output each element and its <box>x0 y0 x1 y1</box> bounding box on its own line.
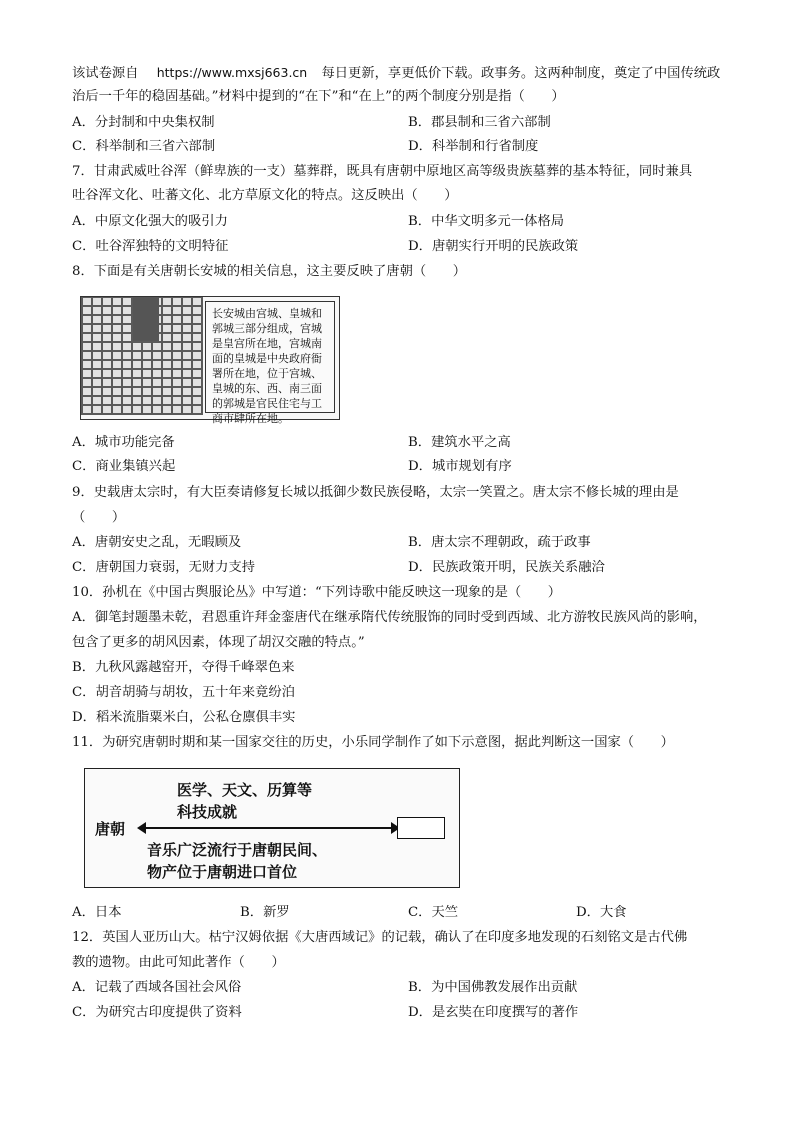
changan-note: 长安城由宫城、皇城和郭城三部分组成，宫城是皇宫所在地，宫城南面的皇城是中央政府衙署所在地，位于宫城、皇城的东、西、南三面的郭城是官民住宅与工商市肆所在地。 <box>205 301 335 413</box>
header-rest: 每日更新，享更低价下载。政事务。这两种制度，奠定了中国传统政 <box>321 66 721 81</box>
q10-option-a-cont: 包含了更多的胡风因素，体现了胡汉交融的特点。” <box>72 635 365 650</box>
q12-option-d[interactable]: D．是玄奘在印度撰写的著作 <box>408 1005 579 1020</box>
q6-option-b[interactable]: B．郡县制和三省六部制 <box>408 115 551 130</box>
q7-option-c[interactable]: C．吐谷浑独特的文明特征 <box>72 239 229 254</box>
exchange-arrow-line <box>145 827 391 829</box>
q10-stem: 10．孙机在《中国古舆服论丛》中写道：“下列诗歌中能反映这一现象的是（ ） <box>72 585 562 600</box>
q12-option-a[interactable]: A．记载了西域各国社会风俗 <box>72 980 242 995</box>
diagram-top-line-1: 医学、天文、历算等 <box>177 781 313 799</box>
unknown-country-box <box>397 817 445 839</box>
q8-option-d[interactable]: D．城市规划有序 <box>408 459 512 474</box>
q8-option-b[interactable]: B．建筑水平之高 <box>408 435 511 450</box>
q6-option-c[interactable]: C．科举制和三省六部制 <box>72 139 216 154</box>
q7-option-a[interactable]: A．中原文化强大的吸引力 <box>72 214 228 229</box>
tang-exchange-diagram <box>84 768 460 888</box>
q10-option-a[interactable]: A．御笔封题墨未乾，君恩重许拜金銮唐代在继承隋代传统服饰的同时受到西域、北方游牧民族风尚的影响， <box>72 610 707 625</box>
q8-stem: 8．下面是有关唐朝长安城的相关信息，这主要反映了唐朝（ ） <box>72 264 467 279</box>
q9-option-c[interactable]: C．唐朝国力衰弱，无财力支持 <box>72 560 256 575</box>
q12-option-c[interactable]: C．为研究古印度提供了资料 <box>72 1005 242 1020</box>
q8-option-c[interactable]: C．商业集镇兴起 <box>72 459 176 474</box>
q7-option-b[interactable]: B．中华文明多元一体格局 <box>408 214 565 229</box>
diagram-bottom-line-2: 物产位于唐朝进口首位 <box>147 863 298 881</box>
q12-stem: 12．英国人亚历山大。枯宁汉姆依据《大唐西域记》的记载，确认了在印度多地发现的石刻铭文是古代佛 <box>72 930 688 945</box>
q12-option-b[interactable]: B．为中国佛教发展作出贡献 <box>408 980 578 995</box>
q11-option-b[interactable]: B．新罗 <box>240 905 290 920</box>
q7-stem: 7．甘肃武威吐谷浑（鲜卑族的一支）墓葬群，既具有唐朝中原地区高等级贵族墓葬的基本特征，同时兼具 <box>72 164 693 179</box>
q11-option-a[interactable]: A．日本 <box>72 905 122 920</box>
q7-stem-2: 吐谷浑文化、吐蕃文化、北方草原文化的特点。这反映出（ ） <box>72 188 458 203</box>
q8-option-a[interactable]: A．城市功能完备 <box>72 435 175 450</box>
q9-option-d[interactable]: D．民族政策开明，民族关系融洽 <box>408 560 605 575</box>
q10-option-d[interactable]: D．稻米流脂粟米白，公私仓廪俱丰实 <box>72 710 296 725</box>
header-line <box>72 64 720 83</box>
q6-option-d[interactable]: D．科举制和行省制度 <box>408 139 539 154</box>
diagram-tang-label: 唐朝 <box>95 820 126 838</box>
diagram-bottom-line-1: 音乐广泛流行于唐朝民间、 <box>147 841 328 859</box>
source-url[interactable]: https://www.mxsj663.cn <box>156 65 308 80</box>
source-label: 该试卷源自 <box>72 66 139 81</box>
q6-option-a[interactable]: A．分封制和中央集权制 <box>72 115 215 130</box>
q11-option-c[interactable]: C．天竺 <box>408 905 459 920</box>
q10-option-c[interactable]: C．胡音胡骑与胡妆，五十年来竟纷泊 <box>72 685 295 700</box>
diagram-top-line-2: 科技成就 <box>177 803 238 821</box>
changan-figure <box>80 296 340 425</box>
q6-stem: 治后一千年的稳固基础。”材料中提到的“在下”和“在上”的两个制度分别是指（ ） <box>72 89 565 104</box>
q7-option-d[interactable]: D．唐朝实行开明的民族政策 <box>408 239 579 254</box>
q11-stem: 11．为研究唐朝时期和某一国家交往的历史，小乐同学制作了如下示意图，据此判断这一国家（ ） <box>72 735 674 750</box>
q12-stem-2: 教的遗物。由此可知此著作（ ） <box>72 955 285 970</box>
q9-option-b[interactable]: B．唐太宗不理朝政，疏于政事 <box>408 535 591 550</box>
q9-option-a[interactable]: A．唐朝安史之乱，无暇顾及 <box>72 535 242 550</box>
q10-option-b[interactable]: B．九秋风露越窑开，夺得千峰翠色来 <box>72 660 295 675</box>
q9-stem-2: （ ） <box>72 510 126 525</box>
q11-option-d[interactable]: D．大食 <box>576 905 627 920</box>
q9-stem: 9．史载唐太宗时，有大臣奏请修复长城以抵御少数民族侵略，太宗一笑置之。唐太宗不修长城的理由是 <box>72 485 679 500</box>
palace-block <box>133 297 159 341</box>
